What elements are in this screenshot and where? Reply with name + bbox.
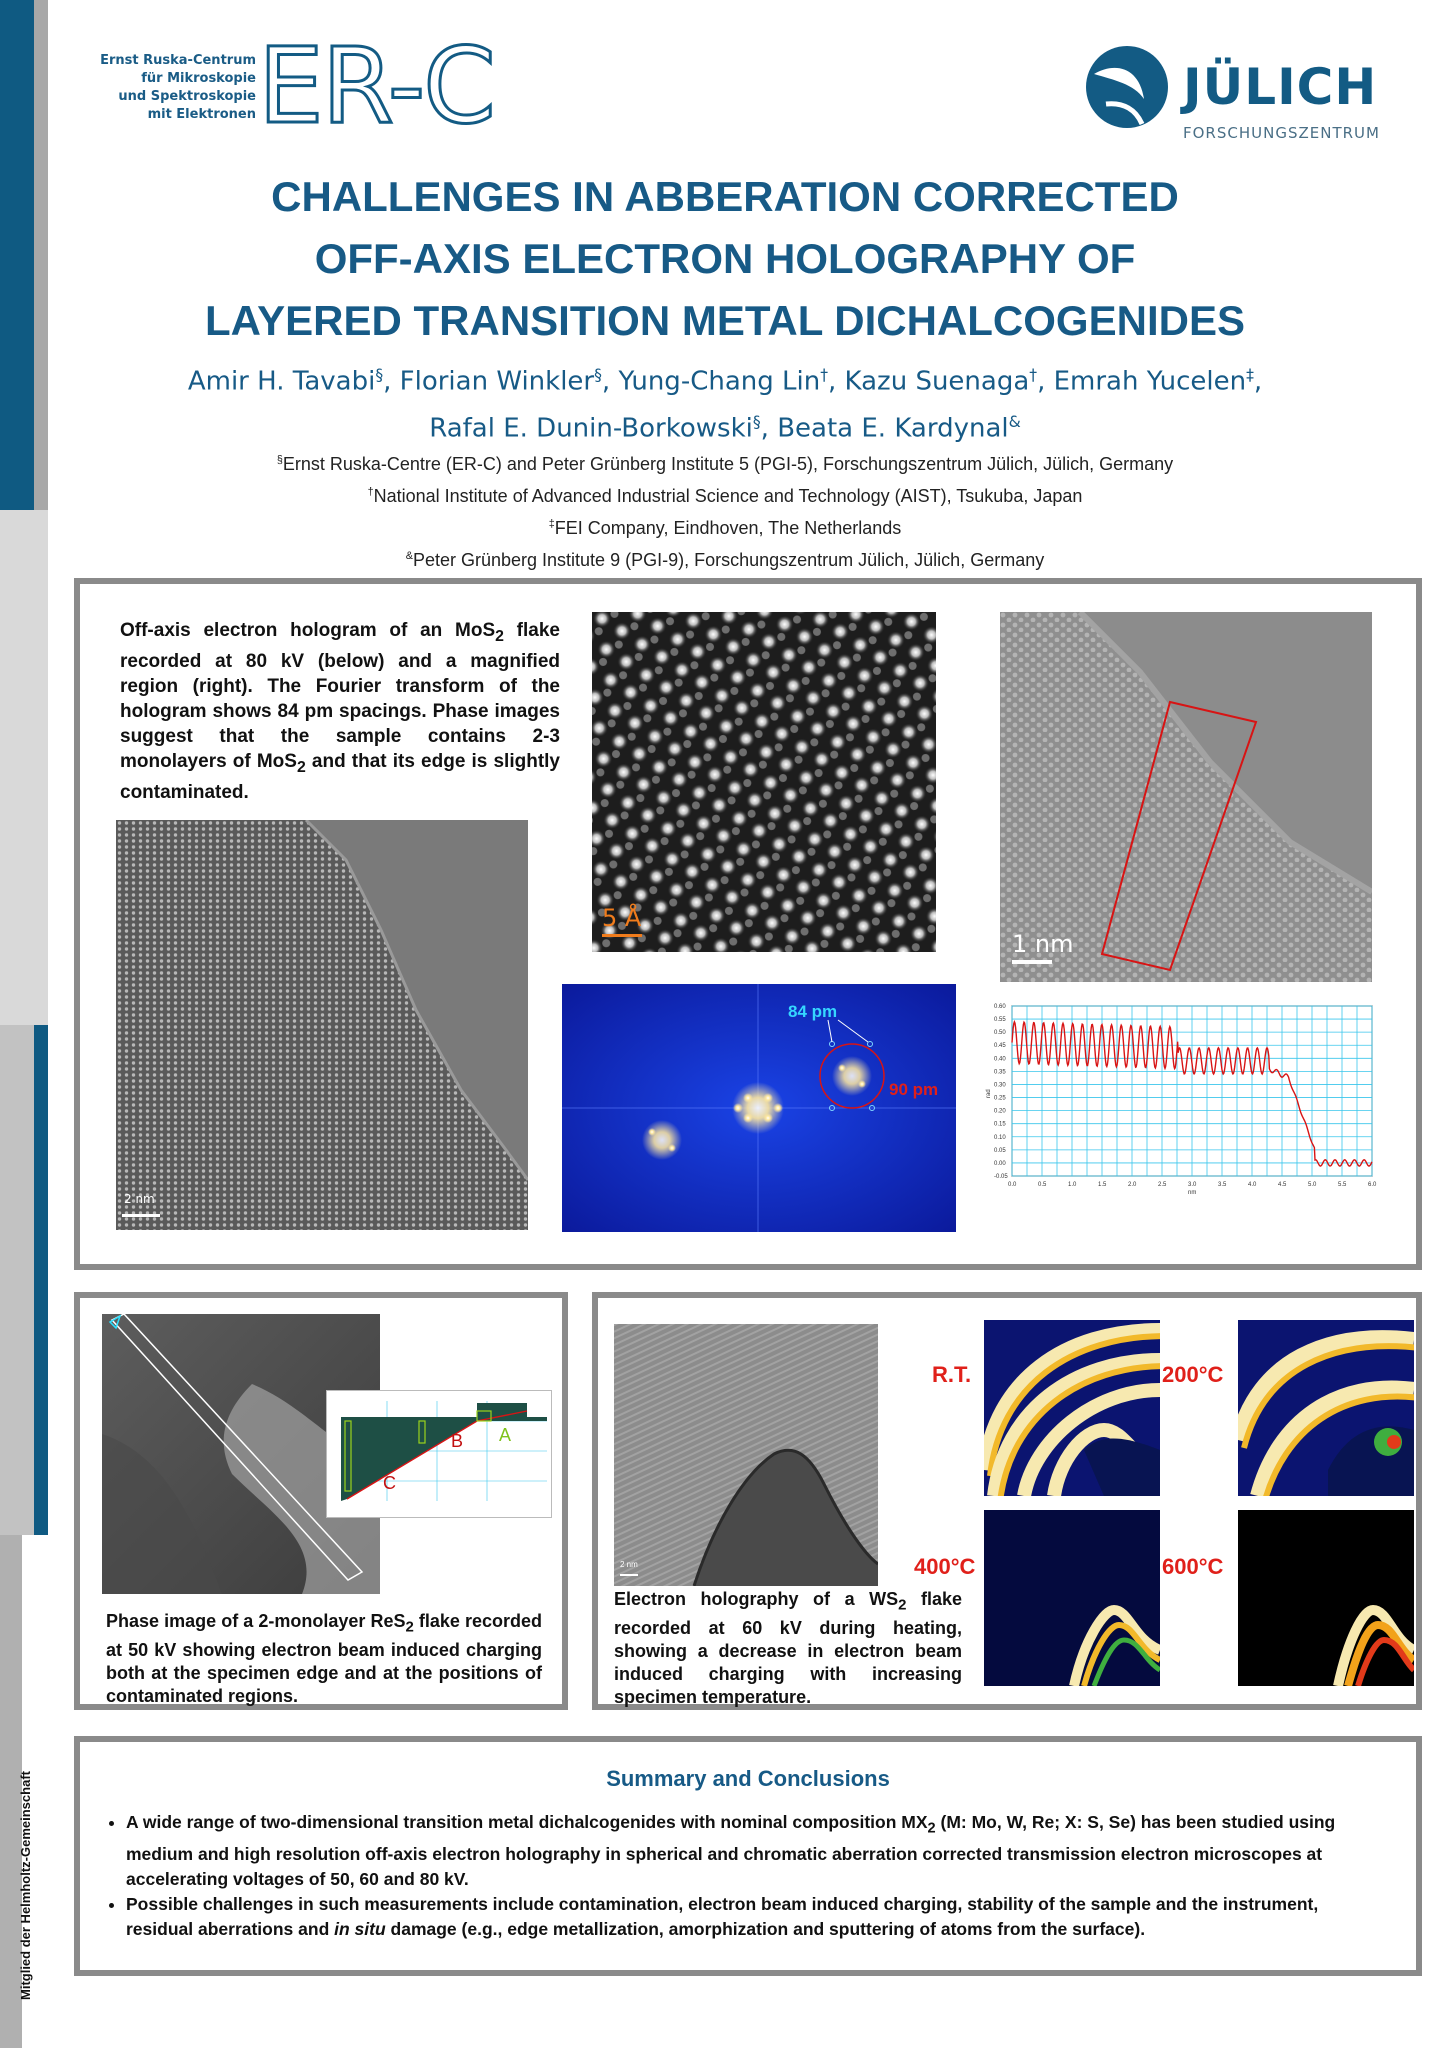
left-stripe-blue-low bbox=[34, 1025, 48, 1535]
x-tick-label: 5.5 bbox=[1338, 1182, 1347, 1188]
temp-label-200: 200°C bbox=[1162, 1362, 1224, 1387]
author-list: Amir H. Tavabi§, Florian Winkler§, Yung-Chang Lin†, Kazu Suenaga†, Emrah Yucelen‡, Rafal E. Dunin-Borkowski§, Beata E. Kardynal& bbox=[187, 366, 1263, 444]
temp-label-600: 600°C bbox=[1162, 1554, 1224, 1579]
left-stripe-gray-low bbox=[0, 1025, 34, 1535]
profile-ylabel: rad bbox=[986, 1089, 992, 1098]
ws2-hologram-image bbox=[614, 1324, 878, 1586]
panel-ws2 bbox=[592, 1292, 1422, 1710]
erc-line: und Spektroskopie bbox=[118, 89, 256, 104]
y-tick-label: 0.10 bbox=[994, 1134, 1006, 1141]
author-mark: § bbox=[375, 366, 384, 384]
author: Rafal E. Dunin-Borkowski bbox=[429, 413, 753, 444]
hologram-svg bbox=[116, 820, 528, 1230]
author-mark: & bbox=[1008, 412, 1021, 431]
hologram-scale-label: 2 nm bbox=[124, 1192, 155, 1206]
title-line: OFF-AXIS ELECTRON HOLOGRAPHY OF bbox=[314, 235, 1136, 282]
profile-svg bbox=[982, 1002, 1378, 1198]
y-tick-label: 0.30 bbox=[994, 1082, 1006, 1089]
fft-image bbox=[562, 984, 956, 1232]
y-tick-label: -0.05 bbox=[994, 1174, 1008, 1180]
x-tick-label: 2.0 bbox=[1128, 1182, 1137, 1188]
erc-logo-text bbox=[90, 52, 256, 124]
erc-line: für Mikroskopie bbox=[141, 71, 256, 86]
profile-xlabel: nm bbox=[1188, 1190, 1197, 1196]
phasemap-200-svg bbox=[1238, 1320, 1414, 1496]
y-tick-label: 0.15 bbox=[994, 1121, 1006, 1128]
fft-svg bbox=[562, 984, 956, 1232]
left-stripe-gray-mid bbox=[0, 510, 48, 1025]
author: Yung-Chang Lin bbox=[618, 366, 821, 397]
affiliations bbox=[60, 446, 1390, 574]
y-tick-label: 0.05 bbox=[994, 1147, 1006, 1154]
lattice-scale-label: 5 Å bbox=[602, 904, 642, 932]
lattice-svg bbox=[592, 612, 936, 952]
erc-logo-mark: ER-C bbox=[258, 25, 494, 147]
x-tick-label: 1.0 bbox=[1068, 1182, 1077, 1188]
caption-mos2: Off-axis electron hologram of an MoS$_2$ flake recorded at 80 kV (below) and a magnified region (right). The Fourier transform of the hologram shows 84 pm spacings. Phase images suggest that the sample contains 2-3 monolayers of MoS$_2$ and that its edge is slightly contaminated. bbox=[120, 620, 561, 803]
caption-res2: Phase image of a 2-monolayer ReS$_2$ flake recorded at 50 kV showing electron beam induced charging both at the specimen edge and at the positions of contaminated regions. bbox=[106, 1611, 543, 1706]
phasemap-400-svg bbox=[984, 1510, 1160, 1686]
panel-res2 bbox=[74, 1292, 568, 1710]
summary-item: • A wide range of two-dimensional transition metal dichalcogenides with nominal composition $MX_2$ (M: Mo, W, Re; X: S, Se) has been studied using medium and high resolution off-axis electron holography in spherical and chromatic aberration corrected transmission electron microscopes at accelerating voltages of 50, 60 and 80 kV. bbox=[126, 1810, 1376, 1892]
hologram-image bbox=[116, 820, 528, 1230]
author-mark: ‡ bbox=[1246, 366, 1254, 384]
x-tick-label: 4.5 bbox=[1278, 1182, 1287, 1188]
phase-image bbox=[1000, 612, 1372, 982]
phasemap-600-svg bbox=[1238, 1510, 1414, 1686]
y-tick-label: 0.00 bbox=[994, 1160, 1006, 1167]
affiliation: &Peter Grünberg Institute 9 (PGI-9), Forschungszentrum Jülich, Jülich, Germany bbox=[405, 550, 1045, 570]
label-c: C bbox=[383, 1473, 396, 1493]
poster-title bbox=[60, 166, 1390, 352]
x-tick-label: 1.5 bbox=[1098, 1182, 1107, 1188]
author-mark: † bbox=[820, 366, 828, 384]
fft-label-90pm: 90 pm bbox=[889, 1080, 939, 1099]
label-a: A bbox=[499, 1425, 512, 1445]
profile-xticks bbox=[1008, 1182, 1377, 1188]
temp-label-400: 400°C bbox=[914, 1554, 976, 1579]
profile-yticks bbox=[994, 1004, 1008, 1180]
lattice-image bbox=[592, 612, 936, 952]
phasemap-400 bbox=[984, 1510, 1160, 1686]
helmholtz-footer: Mitglied der Helmholtz-Gemeinschaft bbox=[18, 1771, 33, 2000]
fft-center-spot bbox=[732, 1082, 784, 1134]
temp-label-rt: R.T. bbox=[932, 1362, 972, 1387]
author-mark: § bbox=[594, 366, 602, 384]
phase-profile-plot bbox=[982, 1002, 1378, 1198]
x-tick-label: 0.5 bbox=[1038, 1182, 1047, 1188]
author: Kazu Suenaga bbox=[844, 366, 1030, 397]
title-line: LAYERED TRANSITION METAL DICHALCOGENIDES bbox=[205, 297, 1245, 344]
x-tick-label: 2.5 bbox=[1158, 1182, 1167, 1188]
x-tick-label: 0.0 bbox=[1008, 1182, 1017, 1188]
y-tick-label: 0.20 bbox=[994, 1108, 1006, 1115]
y-tick-label: 0.50 bbox=[994, 1030, 1006, 1037]
caption-ws2: Electron holography of a $WS_2$ flake recorded at 60 kV during heating, showing a decrease in electron beam induced charging with increasing specimen temperature. bbox=[614, 1589, 963, 1707]
author: Emrah Yucelen bbox=[1053, 366, 1247, 397]
x-tick-label: 3.5 bbox=[1218, 1182, 1227, 1188]
fft-side-spot-right bbox=[832, 1056, 872, 1096]
julich-logo-sub: FORSCHUNGSZENTRUM bbox=[1183, 124, 1380, 142]
left-stripe-gray-top bbox=[34, 0, 48, 510]
phasemap-rt-svg bbox=[984, 1320, 1160, 1496]
erc-line: mit Elektronen bbox=[147, 107, 256, 122]
res2-profile-svg bbox=[327, 1391, 551, 1517]
phasemap-rt bbox=[984, 1320, 1160, 1496]
affiliation: §Ernst Ruska-Centre (ER-C) and Peter Grünberg Institute 5 (PGI-5), Forschungszentrum Jülich, Jülich, Germany bbox=[276, 454, 1174, 474]
phasemap-600 bbox=[1238, 1510, 1414, 1686]
ws2-svg bbox=[614, 1324, 878, 1586]
y-tick-label: 0.25 bbox=[994, 1095, 1006, 1102]
y-tick-label: 0.55 bbox=[994, 1017, 1006, 1024]
res2-profile-plot bbox=[326, 1390, 552, 1518]
author: Florian Winkler bbox=[399, 366, 595, 397]
x-tick-label: 4.0 bbox=[1248, 1182, 1257, 1188]
author: Beata E. Kardynal bbox=[777, 413, 1009, 444]
fft-side-spot-left bbox=[642, 1120, 682, 1160]
x-tick-label: 3.0 bbox=[1188, 1182, 1197, 1188]
x-tick-label: 6.0 bbox=[1368, 1182, 1377, 1188]
summary-list bbox=[100, 1810, 1376, 1942]
panel-summary bbox=[74, 1736, 1422, 1976]
fft-label-84pm: 84 pm bbox=[788, 1002, 838, 1021]
julich-logo-icon bbox=[1084, 44, 1170, 130]
label-b: B bbox=[451, 1431, 464, 1451]
summary-title: Summary and Conclusions bbox=[606, 1766, 890, 1791]
phasemap-200 bbox=[1238, 1320, 1414, 1496]
julich-logo-name: JÜLICH bbox=[1183, 58, 1378, 116]
y-tick-label: 0.40 bbox=[994, 1056, 1006, 1063]
summary-item: • Possible challenges in such measurements include contamination, electron beam induced charging, stability of the sample and the instrument, residual aberrations and in situ damage (e.g., edge metallization, amorphization and sputtering of atoms from the surface). bbox=[126, 1892, 1376, 1942]
phase-svg bbox=[1000, 612, 1372, 982]
title-line: CHALLENGES IN ABBERATION CORRECTED bbox=[271, 173, 1179, 220]
erc-line: Ernst Ruska-Centrum bbox=[100, 53, 256, 68]
y-tick-label: 0.35 bbox=[994, 1069, 1006, 1076]
ws2-scale-label: 2 nm bbox=[620, 1560, 638, 1569]
x-tick-label: 5.0 bbox=[1308, 1182, 1317, 1188]
author-mark: † bbox=[1029, 366, 1038, 384]
left-stripe-blue-top bbox=[0, 0, 34, 510]
phase-scale-label: 1 nm bbox=[1012, 930, 1074, 958]
panel-mos2 bbox=[74, 578, 1422, 1270]
author: Amir H. Tavabi bbox=[187, 366, 376, 397]
affiliation: ‡FEI Company, Eindhoven, The Netherlands bbox=[548, 518, 902, 538]
author-mark: § bbox=[752, 412, 761, 431]
affiliation: †National Institute of Advanced Industrial Science and Technology (AIST), Tsukuba, Japan bbox=[367, 486, 1083, 506]
y-tick-label: 0.60 bbox=[994, 1004, 1006, 1010]
y-tick-label: 0.45 bbox=[994, 1043, 1006, 1050]
